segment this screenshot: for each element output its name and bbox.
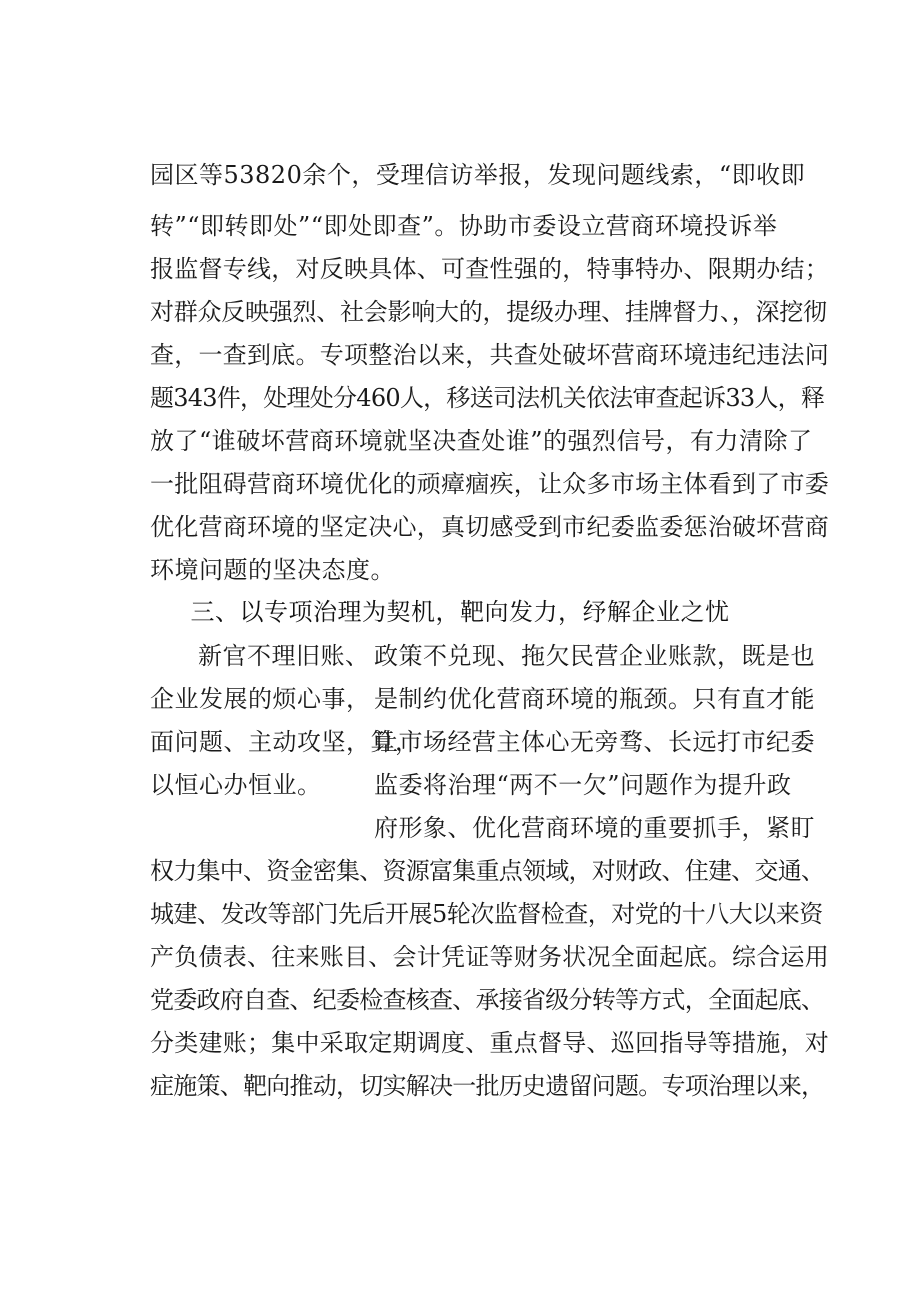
text-line: 企业发展的烦心事，: [150, 685, 371, 713]
text-line: 权力集中、资金密集、资源富集重点领域，对财政、住建、交通、: [150, 857, 825, 885]
text-line: 监委将治理“两不一欠”问题作为提升政: [374, 771, 792, 799]
text-line: 报监督专线，对反映具体、可查性强的，特事特办、限期办结；: [150, 255, 829, 283]
text-line: 查，一查到底。专项整治以来，共查处破坏营商环境违纪违法问: [150, 341, 829, 369]
text-line: 环境问题的坚决态度。: [150, 556, 395, 584]
text-line: 以恒心办恒业。: [150, 771, 322, 799]
text-line: 园区等53820余个，受理信访举报，发现问题线索，“即收即: [150, 161, 806, 189]
text-line: 让市场经营主体心无旁骛、长远打市纪委: [374, 728, 815, 756]
text-line: 新官不理旧账、: [198, 642, 370, 670]
text-line: 党委政府自查、纪委检查核查、承接省级分转等方式，全面起底、: [150, 986, 825, 1014]
text-line: 分类建账；集中采取定期调度、重点督导、巡回指导等措施，对: [150, 1029, 829, 1057]
text-line: 城建、发改等部门先后开展5轮次监督检查，对党的十八大以来资: [150, 900, 823, 928]
text-line: 面问题、主动攻坚，算，: [150, 728, 420, 756]
text-line: 是制约优化营商环境的瓶颈。只有直才能: [374, 685, 815, 713]
text-line: 转”“即转即处”“即处即查”。协助市委设立营商环境投诉举: [150, 212, 778, 240]
text-line: 对群众反映强烈、社会影响大的，提级办理、挂牌督力、，深挖彻: [150, 298, 827, 326]
text-line: 一批阻碍营商环境优化的顽瘴痼疾，让众多市场主体看到了市委: [150, 470, 829, 498]
text-line: 症施策、靶向推动，切实解决一批历史遗留问题。专项治理以来，: [150, 1072, 825, 1100]
text-line: 产负债表、往来账目、会计凭证等财务状况全面起底。综合运用: [150, 943, 829, 971]
text-line: 优化营商环境的坚定决心，真切感受到市纪委监委惩治破坏营商: [150, 513, 829, 541]
section3-heading: 三、以专项治理为契机，靶向发力，纾解企业之忧: [190, 598, 730, 626]
text-line: 放了“谁破坏营商环境就坚决查处谁”的强烈信号，有力清除了: [150, 427, 813, 455]
text-line: 题343件，处理处分460人，移送司法机关依法审查起诉33人，释: [150, 384, 825, 412]
text-line: 府形象、优化营商环境的重要抓手，紧盯: [374, 814, 815, 842]
text-line: 政策不兑现、拖欠民营企业账款，既是也: [374, 642, 815, 670]
